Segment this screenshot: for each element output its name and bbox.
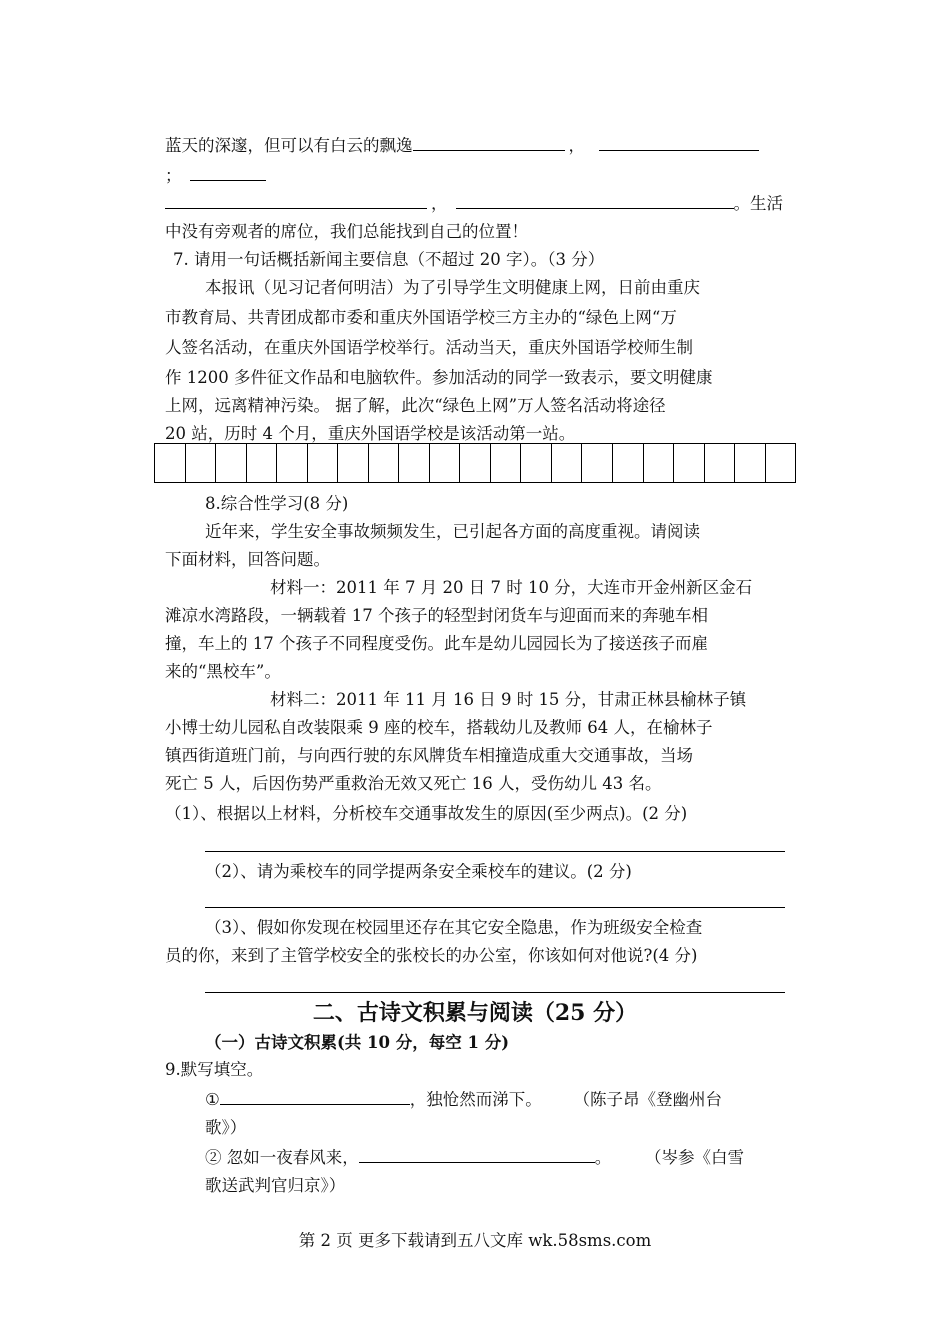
grid-cell[interactable] xyxy=(369,444,400,482)
answer-blank[interactable] xyxy=(165,190,427,209)
grid-cell[interactable] xyxy=(186,444,217,482)
grid-cell[interactable] xyxy=(521,444,552,482)
material-1-line: 撞，车上的 17 个孩子不同程度受伤。此车是幼儿园园长为了接送孩子而雇 xyxy=(165,634,708,653)
news-line: 上网，远离精神污染。 据了解，此次“绿色上网”万人签名活动将途径 xyxy=(165,396,666,415)
q8-sub3: （3）、假如你发现在校园里还存在其它安全隐患，作为班级安全检查 xyxy=(205,918,703,937)
q9-item-2: ② 忽如一夜春风来， 。 （岑参《白雪 xyxy=(205,1144,785,1172)
news-line: 作 1200 多件征文作品和电脑软件。参加活动的同学一致表示，要文明健康 xyxy=(165,368,713,387)
grid-cell[interactable] xyxy=(582,444,613,482)
answer-line[interactable] xyxy=(205,851,785,852)
grid-cell[interactable] xyxy=(735,444,766,482)
material-1-line: 滩凉水湾路段，一辆载着 17 个孩子的轻型封闭货车与迎面而来的奔驰车相 xyxy=(165,606,708,625)
q8-intro: 下面材料，回答问题。 xyxy=(165,550,330,569)
answer-blank[interactable] xyxy=(190,162,266,181)
news-line: 市教育局、共青团成都市委和重庆外国语学校三方主办的“绿色上网“万 xyxy=(165,308,677,327)
page-footer: 第 2 页 更多下载请到五八文库 wk.58sms.com xyxy=(298,1231,652,1250)
grid-cell[interactable] xyxy=(155,444,186,482)
grid-cell[interactable] xyxy=(399,444,430,482)
grid-cell[interactable] xyxy=(338,444,369,482)
blank-line-1: 蓝天的深邃，但可以有白云的飘逸 ， xyxy=(165,132,785,160)
answer-blank[interactable] xyxy=(456,190,734,209)
section-heading: 二、古诗文积累与阅读（25 分） xyxy=(312,1000,638,1026)
material-2-line: 小博士幼儿园私自改装限乘 9 座的校车，搭载幼儿及教师 64 人，在榆林子 xyxy=(165,718,713,737)
answer-blank[interactable] xyxy=(220,1086,410,1105)
q8-title: 8.综合性学习(8 分) xyxy=(205,494,349,513)
grid-cell[interactable] xyxy=(552,444,583,482)
q8-sub1: （1）、根据以上材料，分析校车交通事故发生的原因(至少两点)。(2 分) xyxy=(165,804,688,823)
material-1-line: 来的“黑校车”。 xyxy=(165,662,281,681)
q9-item-1: ① ，独怆然而涕下。 （陈子昂《登幽州台 xyxy=(205,1086,785,1114)
grid-cell[interactable] xyxy=(460,444,491,482)
answer-blank[interactable] xyxy=(599,132,759,151)
q8-sub2: （2）、请为乘校车的同学提两条安全乘校车的建议。(2 分) xyxy=(205,862,632,881)
material-1-line: 材料一：2011 年 7 月 20 日 7 时 10 分，大连市开金州新区金石 xyxy=(270,578,753,597)
grid-cell[interactable] xyxy=(277,444,308,482)
answer-grid[interactable] xyxy=(154,443,796,483)
blank-line-1-text: 蓝天的深邃，但可以有白云的飘逸 xyxy=(165,136,413,155)
grid-cell[interactable] xyxy=(308,444,339,482)
grid-cell[interactable] xyxy=(613,444,644,482)
news-line: 20 站，历时 4 个月，重庆外国语学校是该活动第一站。 xyxy=(165,424,576,443)
section-subheading: （一）古诗文积累(共 10 分，每空 1 分) xyxy=(205,1033,510,1052)
answer-line[interactable] xyxy=(205,907,785,908)
blank-line-4: 中没有旁观者的席位，我们总能找到自己的位置！ xyxy=(165,222,528,241)
grid-cell[interactable] xyxy=(491,444,522,482)
blank-line-2: ； xyxy=(165,162,785,190)
grid-cell[interactable] xyxy=(216,444,247,482)
q9-item-1-source: 歌》） xyxy=(205,1118,247,1137)
q8-intro: 近年来，学生安全事故频频发生，已引起各方面的高度重视。请阅读 xyxy=(205,522,700,541)
news-line: 人签名活动，在重庆外国语学校举行。活动当天，重庆外国语学校师生制 xyxy=(165,338,693,357)
grid-cell[interactable] xyxy=(247,444,278,482)
answer-blank[interactable] xyxy=(359,1144,595,1163)
blank-line-3: ， 。生活 xyxy=(165,190,785,218)
grid-cell[interactable] xyxy=(705,444,736,482)
grid-cell[interactable] xyxy=(766,444,796,482)
q7-prompt: 7. 请用一句话概括新闻主要信息（不超过 20 字）。（3 分） xyxy=(173,250,605,269)
material-2-line: 死亡 5 人，后因伤势严重救治无效又死亡 16 人，受伤幼儿 43 名。 xyxy=(165,774,662,793)
grid-cell[interactable] xyxy=(674,444,705,482)
answer-line[interactable] xyxy=(205,992,785,993)
grid-cell[interactable] xyxy=(430,444,461,482)
answer-blank[interactable] xyxy=(413,132,565,151)
grid-cell[interactable] xyxy=(644,444,675,482)
material-2-line: 材料二：2011 年 11 月 16 日 9 时 15 分，甘肃正林县榆林子镇 xyxy=(270,690,747,709)
q9-item-2-source: 歌送武判官归京》） xyxy=(205,1176,346,1195)
news-line: 本报讯（见习记者何明洁）为了引导学生文明健康上网，日前由重庆 xyxy=(205,278,700,297)
q8-sub3: 员的你，来到了主管学校安全的张校长的办公室，你该如何对他说?(4 分) xyxy=(165,946,698,965)
q9-title: 9.默写填空。 xyxy=(165,1060,264,1079)
material-2-line: 镇西街道班门前，与向西行驶的东风牌货车相撞造成重大交通事故，当场 xyxy=(165,746,693,765)
